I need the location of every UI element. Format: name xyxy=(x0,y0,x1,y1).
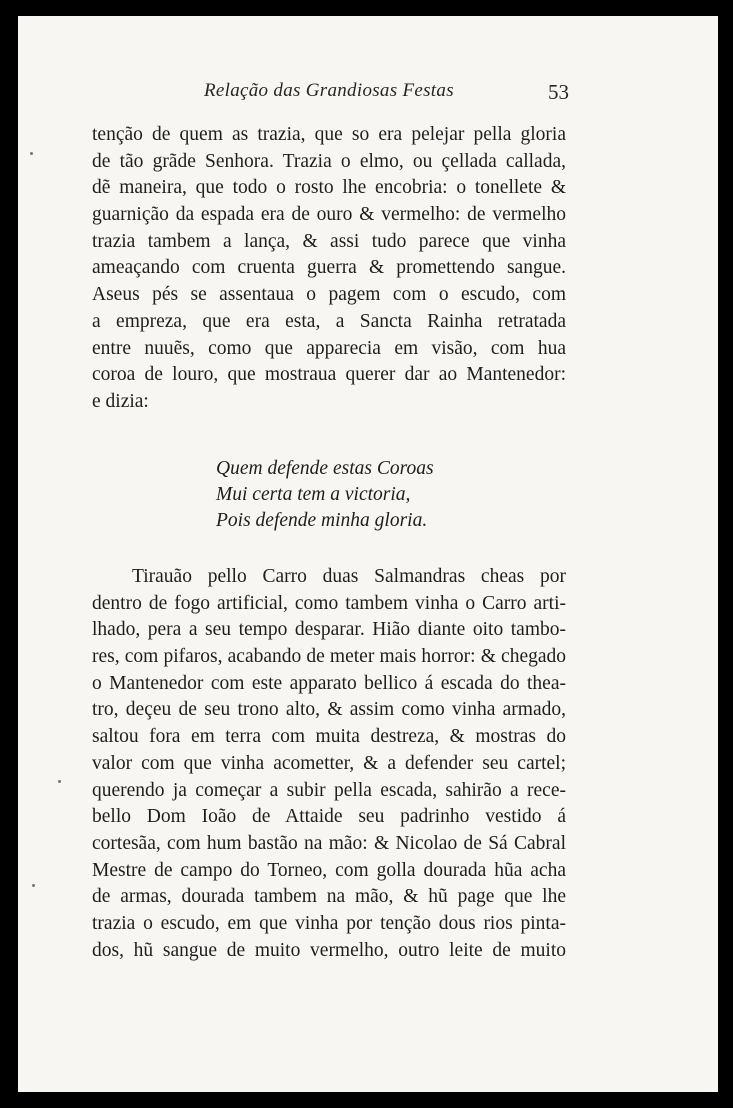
text-line: lhado, pera a seu tempo desparar. Hião diante oito tambo- xyxy=(92,619,566,641)
text-line: coroa de louro, que mostraua querer dar ao Mantenedor: xyxy=(92,364,566,386)
running-title: Relação das Grandiosas Festas xyxy=(204,80,454,101)
text-line: dos, hũ sangue de muito vermelho, outro leite de muito xyxy=(92,939,566,961)
paragraph-2 xyxy=(92,564,566,964)
verse-line: Quem defende estas Coroas xyxy=(216,458,434,479)
text-line: Aseus pés se assentaua o pagem com o escudo, com xyxy=(92,284,566,306)
text-line: de tão grãde Senhora. Trazia o elmo, ou çellada callada, xyxy=(92,150,566,172)
text-line: dentro de fogo artificial, como tambem vinha o Carro arti- xyxy=(92,592,566,614)
verse-motto xyxy=(216,456,434,534)
text-line: Tirauão pello Carro duas Salmandras cheas por xyxy=(132,566,566,587)
text-line: saltou fora em terra com muita destreza, & mostras do xyxy=(92,726,566,748)
text-line: ameaçando com cruenta guerra & promettendo sangue. xyxy=(92,257,566,279)
text-line: trazia tambem a lança, & assi tudo parece que vinha xyxy=(92,230,566,252)
page-number: 53 xyxy=(548,80,569,104)
text-line: bello Dom Ioão de Attaide seu padrinho vestido á xyxy=(92,806,566,828)
text-line: tro, deçeu de seu trono alto, & assim como vinha armado, xyxy=(92,699,566,721)
text-line: dẽ maneira, que todo o rosto lhe encobria: o tonellete & xyxy=(92,177,566,199)
text-line: entre nuuẽs, como que apparecia em visão, com hua xyxy=(92,337,566,359)
paragraph-1 xyxy=(92,122,566,416)
margin-speck xyxy=(30,152,33,155)
text-line: valor com que vinha acometter, & a defender seu cartel; xyxy=(92,752,566,774)
text-line: o Mantenedor com este apparato bellico á escada do thea- xyxy=(92,672,566,694)
text-line: de armas, dourada tambem na mão, & hũ page que lhe xyxy=(92,886,566,908)
text-line: e dizia: xyxy=(92,390,149,412)
text-line: tenção de quem as trazia, que so era pelejar pella gloria xyxy=(92,124,566,145)
margin-speck xyxy=(58,780,61,783)
text-line: querendo ja começar a subir pella escada, sahirão a rece- xyxy=(92,779,566,801)
book-page xyxy=(18,16,718,1092)
verse-line: Mui certa tem a victoria, xyxy=(216,484,411,505)
text-line: guarnição da espada era de ouro & vermelho: de vermelho xyxy=(92,204,566,226)
page-header xyxy=(18,78,718,118)
verse-line: Pois defende minha gloria. xyxy=(216,510,428,531)
margin-speck xyxy=(32,884,35,887)
text-line: Mestre de campo do Torneo, com golla dourada hũa acha xyxy=(92,859,566,881)
text-line: res, com pifaros, acabando de meter mais horror: & chegado xyxy=(92,646,566,668)
text-line: trazia o escudo, em que vinha por tenção dous rios pinta- xyxy=(92,912,566,934)
text-line: cortesãa, com hum bastão na mão: & Nicolao de Sá Cabral xyxy=(92,832,566,854)
text-line: a empreza, que era esta, a Sancta Rainha retratada xyxy=(92,310,566,332)
